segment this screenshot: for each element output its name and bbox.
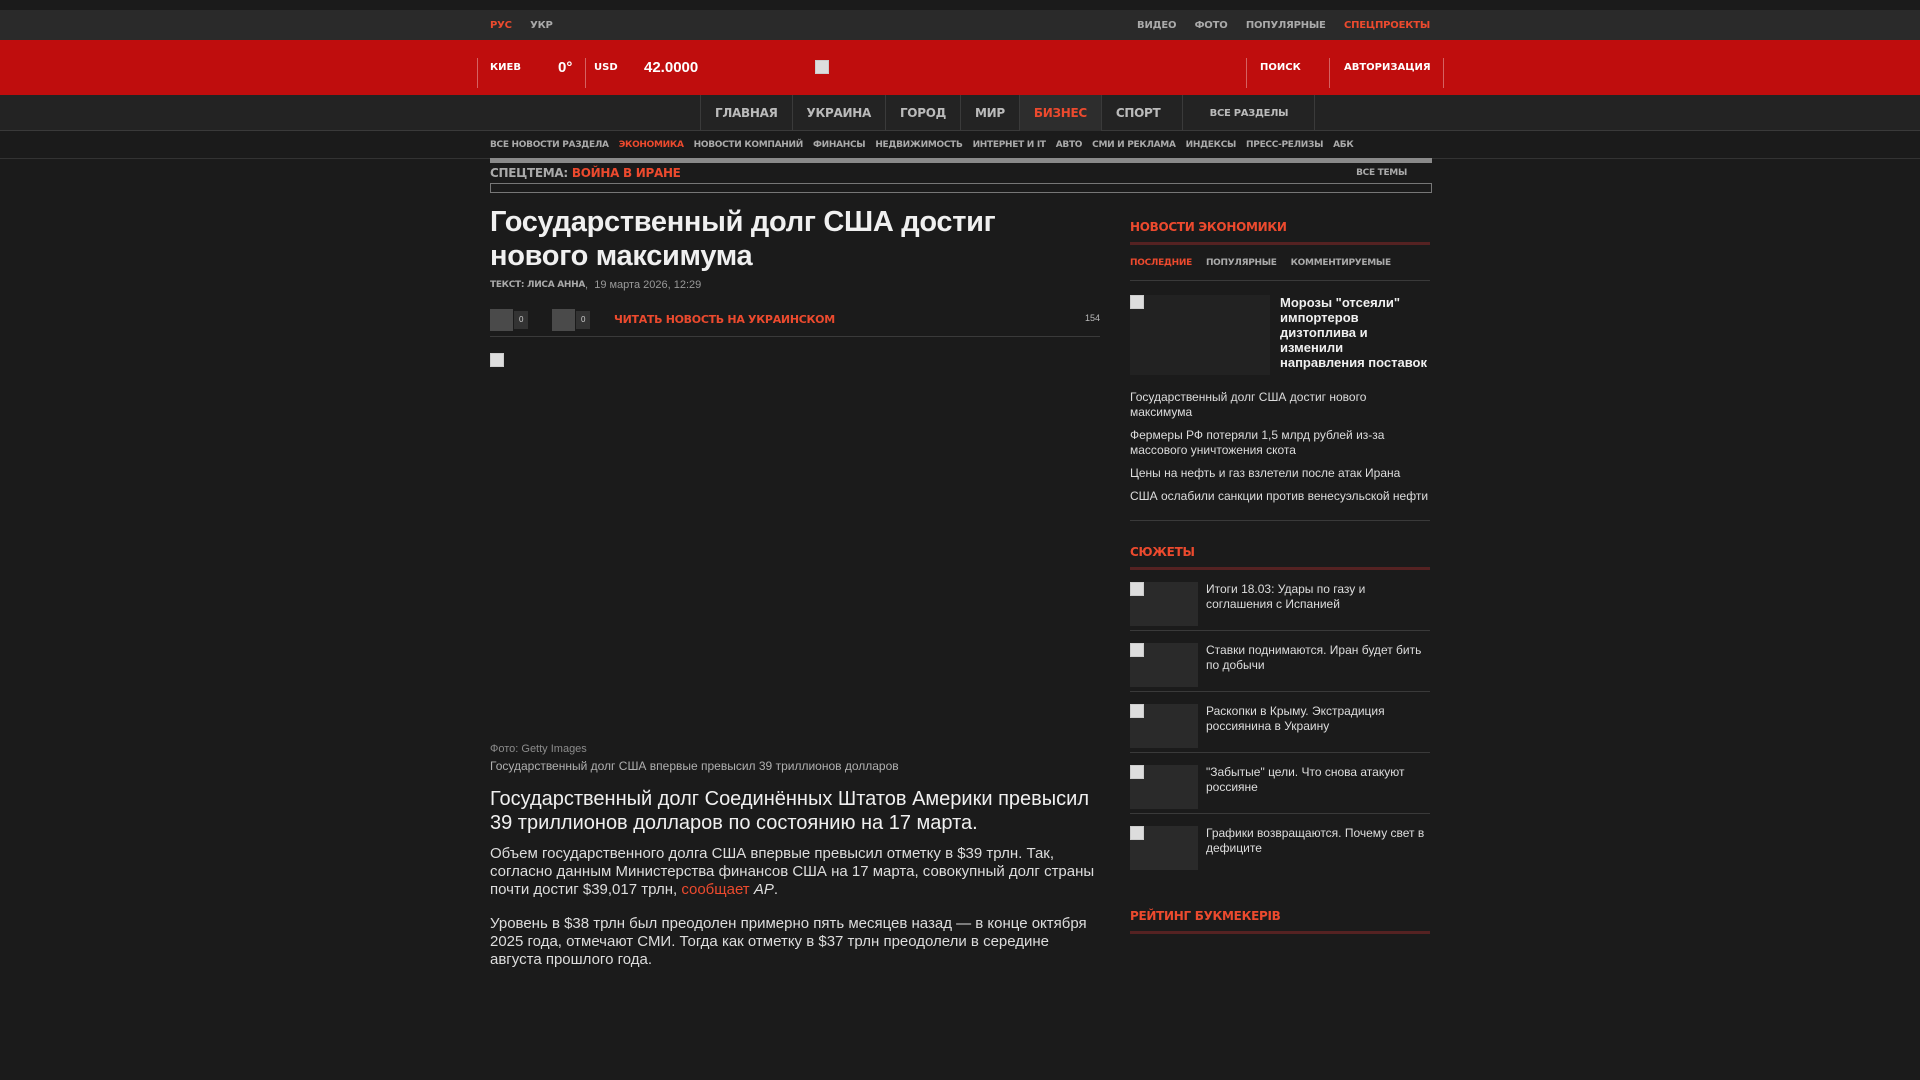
read-in-ukrainian-link[interactable]: ЧИТАТЬ НОВОСТЬ НА УКРАИНСКОМ xyxy=(614,313,835,326)
image-placeholder-icon xyxy=(1130,826,1144,840)
subnav-auto[interactable]: АВТО xyxy=(1055,140,1083,150)
source-link[interactable]: сообщает xyxy=(681,881,750,898)
story-thumbnail[interactable] xyxy=(1130,582,1198,626)
economy-news-tabs xyxy=(1130,245,1430,281)
divider xyxy=(1130,520,1430,521)
login-link[interactable]: АВТОРИЗАЦИЯ xyxy=(1344,62,1431,73)
popular-link[interactable]: ПОПУЛЯРНЫЕ xyxy=(1245,19,1326,31)
article-author[interactable]: ТЕКСТ: ЛИСА АННА xyxy=(490,280,586,290)
section-subnav xyxy=(0,131,1920,159)
divider xyxy=(1246,58,1247,88)
list-item[interactable]: Цены на нефть и газ взлетели после атак Ирана xyxy=(1130,466,1401,480)
subnav-company-news[interactable]: НОВОСТИ КОМПАНИЙ xyxy=(693,140,803,150)
divider xyxy=(477,58,478,88)
subnav-abk[interactable]: АБК xyxy=(1333,140,1354,150)
photo-link[interactable]: ФОТО xyxy=(1194,19,1228,31)
economy-news-list xyxy=(1130,390,1430,504)
dislike-button[interactable] xyxy=(552,309,575,331)
like-button[interactable] xyxy=(490,309,513,331)
article-photo xyxy=(490,353,1100,743)
article-paragraph-1: Объем государственного долга США впервые превысил отметку в $39 трлн. Так, согласно данным Министерства финансов США на 17 марта, совокупный долг страны почти достиг $39,017 трлн, сообщает AP. xyxy=(490,845,1095,898)
story-item[interactable] xyxy=(1130,753,1430,814)
featured-news-thumbnail[interactable] xyxy=(1130,295,1270,375)
image-placeholder-icon xyxy=(1130,643,1144,657)
divider xyxy=(1443,58,1444,88)
list-item[interactable]: Фермеры РФ потеряли 1,5 млрд рублей из-за массового уничтожения скота xyxy=(1130,428,1385,457)
stories-list xyxy=(1130,570,1430,875)
featured-news-title[interactable]: Морозы "отсеяли" импортеров дизтоплива и изменили направления поставок xyxy=(1280,295,1427,370)
top-utility-bar xyxy=(0,10,1920,40)
list-item[interactable]: Государственный долг США достиг нового максимума xyxy=(1130,390,1367,419)
subnav-press-releases[interactable]: ПРЕСС-РЕЛИЗЫ xyxy=(1246,140,1324,150)
weather-city[interactable]: КИЕВ xyxy=(490,62,521,73)
video-link[interactable]: ВИДЕО xyxy=(1137,19,1177,31)
divider xyxy=(585,58,586,88)
currency-label[interactable]: USD xyxy=(594,62,618,73)
image-placeholder-icon xyxy=(1130,704,1144,718)
subnav-indexes[interactable]: ИНДЕКСЫ xyxy=(1185,140,1237,150)
header-red-bar xyxy=(0,40,1920,95)
story-title[interactable]: Раскопки в Крыму. Экстрадиция россиянина в Украину xyxy=(1206,704,1385,733)
views-count: 154 xyxy=(1084,313,1100,323)
article-paragraph-2: Уровень в $38 трлн был преодолен примерно пять месяцев назад — в конце октября 2025 года, отмечают СМИ. Тогда как отметку в $37 трлн преодолели в середине августа прошлого года. xyxy=(490,915,1087,968)
subnav-economy[interactable]: ЭКОНОМИКА xyxy=(618,140,684,150)
story-item[interactable] xyxy=(1130,631,1430,692)
like-count: 0 xyxy=(514,311,528,329)
special-topic-link[interactable]: ВОЙНА В ИРАНЕ xyxy=(571,166,681,180)
special-topic-box xyxy=(490,183,1432,193)
subnav-finance[interactable]: ФИНАНСЫ xyxy=(813,140,866,150)
tab-latest[interactable]: ПОСЛЕДНИЕ xyxy=(1130,257,1192,268)
story-title[interactable]: "Забытые" цели. Что снова атакуют россияне xyxy=(1206,765,1405,794)
story-thumbnail[interactable] xyxy=(1130,826,1198,870)
divider xyxy=(1329,58,1330,88)
top-padding xyxy=(0,0,1920,10)
story-item[interactable] xyxy=(1130,814,1430,875)
search-link[interactable]: ПОИСК xyxy=(1260,62,1301,73)
story-title[interactable]: Итоги 18.03: Удары по газу и соглашения с Испанией xyxy=(1206,582,1366,611)
subnav-all-news[interactable]: ВСЕ НОВОСТИ РАЗДЕЛА xyxy=(490,140,609,150)
all-topics-link[interactable]: ВСЕ ТЕМЫ xyxy=(1356,168,1407,178)
subnav-media[interactable]: СМИ И РЕКЛАМА xyxy=(1092,140,1176,150)
nav-sport[interactable]: СПОРТ xyxy=(1101,95,1175,131)
article-meta: ТЕКСТ: ЛИСА АННА , 19 марта 2026, 12:29 xyxy=(490,279,702,291)
special-topic-label: СПЕЦТЕМА: xyxy=(490,166,568,180)
photo-caption: Государственный долг США впервые превысил 39 триллионов долларов xyxy=(490,759,899,773)
tab-popular[interactable]: ПОПУЛЯРНЫЕ xyxy=(1205,257,1277,268)
sidebar xyxy=(1130,220,1430,934)
nav-main[interactable]: ГЛАВНАЯ xyxy=(700,95,792,131)
story-title[interactable]: Графики возвращаются. Почему свет в дефиците xyxy=(1206,826,1425,855)
story-thumbnail[interactable] xyxy=(1130,704,1198,748)
tab-commented[interactable]: КОММЕНТИРУЕМЫЕ xyxy=(1290,257,1391,268)
article-lead: Государственный долг Соединённых Штатов Америки превысил 39 триллионов долларов по состоянию на 17 марта. xyxy=(490,788,1089,834)
photo-credit: Фото: Getty Images xyxy=(490,743,587,755)
article-actions xyxy=(490,303,1100,337)
image-placeholder-icon xyxy=(1130,765,1144,779)
nav-city[interactable]: ГОРОД xyxy=(885,95,960,131)
special-projects-link[interactable]: СПЕЦПРОЕКТЫ xyxy=(1343,19,1430,31)
nav-all-sections[interactable]: ВСЕ РАЗДЕЛЫ xyxy=(1182,95,1315,131)
dislike-count: 0 xyxy=(576,311,590,329)
lang-ua-link[interactable]: УКР xyxy=(530,19,553,31)
nav-business[interactable]: БИЗНЕС xyxy=(1019,95,1101,131)
article-date: 19 марта 2026, 12:29 xyxy=(594,279,702,291)
source-name: AP xyxy=(753,881,774,898)
bookmaker-rating-title[interactable]: РЕЙТИНГ БУКМЕКЕРІВ xyxy=(1130,909,1430,934)
story-item[interactable] xyxy=(1130,692,1430,753)
article xyxy=(490,205,1100,969)
economy-news-title[interactable]: НОВОСТИ ЭКОНОМИКИ xyxy=(1130,220,1430,245)
image-placeholder-icon xyxy=(1130,582,1144,596)
subnav-internet-it[interactable]: ИНТЕРНЕТ И IT xyxy=(972,140,1046,150)
special-topic-bar xyxy=(490,158,1432,193)
nav-world[interactable]: МИР xyxy=(960,95,1019,131)
story-thumbnail[interactable] xyxy=(1130,643,1198,687)
list-item[interactable]: США ослабили санкции против венесуэльской нефти xyxy=(1130,489,1429,503)
image-placeholder-icon xyxy=(1130,295,1144,309)
currency-rate: 42.0000 xyxy=(644,59,699,76)
story-title[interactable]: Ставки поднимаются. Иран будет бить по добычи xyxy=(1206,643,1422,672)
weather-temp: 0° xyxy=(558,59,573,76)
article-image xyxy=(490,353,504,367)
featured-news[interactable] xyxy=(1130,295,1430,390)
subnav-real-estate[interactable]: НЕДВИЖИМОСТЬ xyxy=(875,140,963,150)
top-links xyxy=(1122,20,1430,31)
article-title: Государственный долг США достиг нового максимума xyxy=(490,206,996,272)
lang-ru-link[interactable]: РУС xyxy=(490,19,512,31)
main-navigation xyxy=(0,95,1920,131)
stories-title[interactable]: СЮЖЕТЫ xyxy=(1130,545,1430,570)
story-thumbnail[interactable] xyxy=(1130,765,1198,809)
site-logo-image[interactable] xyxy=(815,60,829,74)
story-item[interactable] xyxy=(1130,570,1430,631)
language-switcher xyxy=(490,20,568,31)
nav-ukraine[interactable]: УКРАИНА xyxy=(792,95,885,131)
paragraph-text: Объем государственного долга США впервые превысил отметку в $39 трлн. Так, согласно данным Министерства финансов США на 17 марта, совокупный долг страны почти достиг $39,017 трлн, xyxy=(490,845,1095,898)
